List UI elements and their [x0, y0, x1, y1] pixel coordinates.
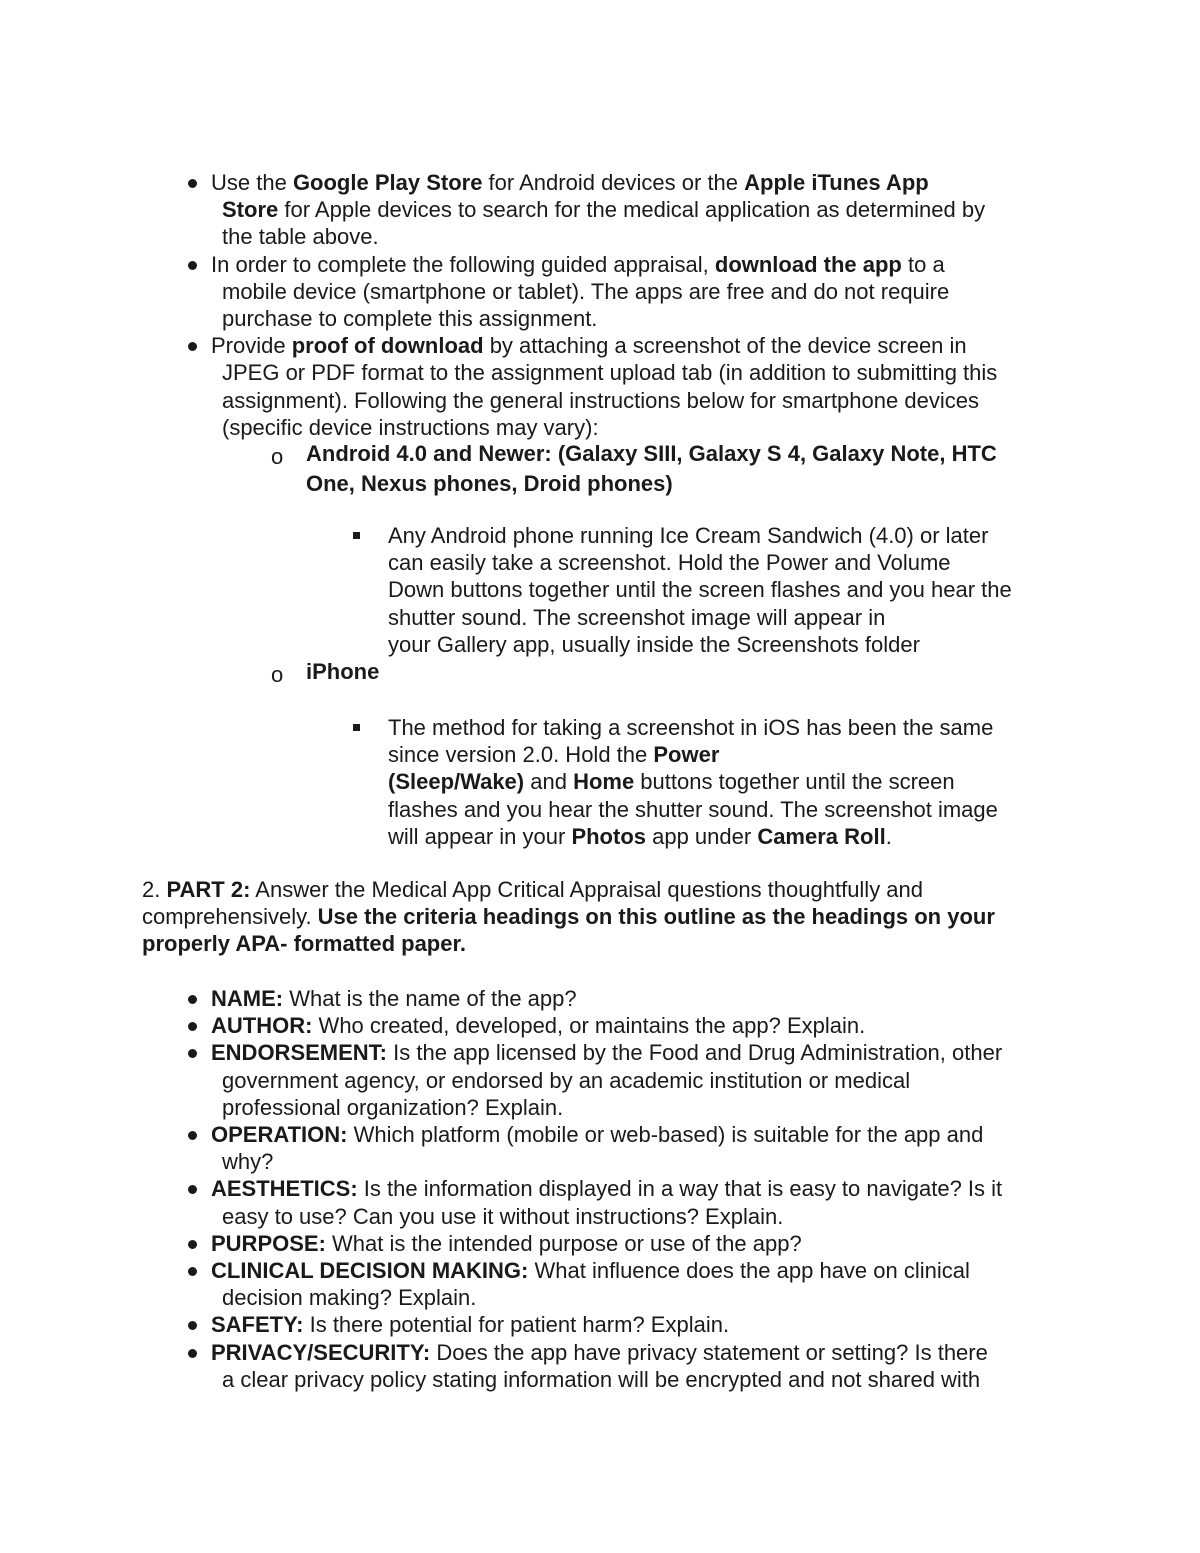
sub-sub-item-line: your Gallery app, usually inside the Screenshots folder	[388, 631, 920, 657]
criteria-item-line: OPERATION: Which platform (mobile or web-based) is suitable for the app and	[211, 1122, 984, 1147]
sub-sub-item-line: can easily take a screenshot. Hold the Power and Volume	[388, 550, 951, 576]
bullet-marker	[188, 1240, 197, 1249]
criteria-item-line: AUTHOR: Who created, developed, or maintains the app? Explain.	[211, 1013, 866, 1039]
list-item-line: purchase to complete this assignment.	[222, 306, 598, 331]
sub-sub-item-line: flashes and you hear the shutter sound. The screenshot image	[388, 796, 998, 822]
list-item-line: Store for Apple devices to search for the medical application as determined by	[222, 197, 986, 223]
square-bullet-marker	[353, 724, 360, 731]
bullet-marker	[188, 1267, 197, 1276]
sub-sub-item-line: Down buttons together until the screen flashes and you hear the	[388, 577, 1012, 603]
list-item-line: (specific device instructions may vary):	[222, 414, 599, 440]
list-item-line: JPEG or PDF format to the assignment upload tab (in addition to submitting this	[222, 360, 998, 386]
bullet-marker	[188, 342, 197, 351]
sub-list-heading: Android 4.0 and Newer: (Galaxy SIII, Galaxy S 4, Galaxy Note, HTC	[306, 441, 997, 466]
sub-sub-item-line: since version 2.0. Hold the Power	[388, 742, 720, 768]
bullet-marker	[188, 1022, 197, 1031]
sub-list-heading: One, Nexus phones, Droid phones)	[306, 471, 673, 496]
criteria-item-line: decision making? Explain.	[222, 1285, 477, 1311]
square-bullet-marker	[353, 532, 360, 539]
bullet-marker	[188, 1049, 197, 1058]
bullet-marker	[188, 1185, 197, 1194]
criteria-item-line: PRIVACY/SECURITY: Does the app have privacy statement or setting? Is there	[211, 1339, 988, 1365]
list-item-line: Use the Google Play Store for Android devices or the Apple iTunes App	[211, 170, 929, 195]
list-item-line: In order to complete the following guided appraisal, download the app to a	[211, 251, 945, 277]
part2-paragraph-line: 2. PART 2: Answer the Medical App Critical Appraisal questions thoughtfully and	[142, 877, 924, 902]
criteria-item-line: a clear privacy policy stating information will be encrypted and not shared with	[222, 1366, 981, 1392]
sub-list-marker: o	[271, 662, 284, 687]
bullet-marker	[188, 179, 197, 188]
criteria-item-line: government agency, or endorsed by an academic institution or medical	[222, 1067, 911, 1093]
criteria-item-line: AESTHETICS: Is the information displayed in a way that is easy to navigate? Is it	[211, 1176, 1003, 1202]
criteria-item-line: why?	[222, 1149, 274, 1175]
list-item-line: mobile device (smartphone or tablet). The apps are free and do not require	[222, 278, 950, 304]
list-item-line: assignment). Following the general instructions below for smartphone devices	[222, 387, 979, 413]
bullet-marker	[188, 1131, 197, 1140]
sub-list-heading: iPhone	[306, 659, 380, 684]
criteria-item-line: PURPOSE: What is the intended purpose or use of the app?	[211, 1230, 802, 1256]
sub-list-marker: o	[271, 444, 284, 469]
sub-sub-item-line: will appear in your Photos app under Camera Roll.	[388, 823, 892, 849]
part2-paragraph-line: properly APA- formatted paper.	[142, 931, 466, 957]
bullet-marker	[188, 1349, 197, 1358]
criteria-item-line: CLINICAL DECISION MAKING: What influence does the app have on clinical	[211, 1258, 970, 1283]
list-item-line: the table above.	[222, 224, 379, 250]
part2-paragraph-line: comprehensively. Use the criteria headings on this outline as the headings on your	[142, 904, 995, 930]
criteria-item-line: professional organization? Explain.	[222, 1094, 564, 1120]
bullet-marker	[188, 261, 197, 270]
sub-sub-item-line: (Sleep/Wake) and Home buttons together until the screen	[388, 769, 955, 795]
sub-sub-item-line: The method for taking a screenshot in iOS has been the same	[388, 715, 994, 740]
criteria-item-line: SAFETY: Is there potential for patient harm? Explain.	[211, 1312, 730, 1338]
list-item-line: Provide proof of download by attaching a screenshot of the device screen in	[211, 333, 967, 359]
criteria-item-line: easy to use? Can you use it without instructions? Explain.	[222, 1203, 784, 1229]
sub-sub-item-line: Any Android phone running Ice Cream Sandwich (4.0) or later	[388, 523, 989, 548]
criteria-item-line: NAME: What is the name of the app?	[211, 986, 577, 1011]
bullet-marker	[188, 1321, 197, 1330]
sub-sub-item-line: shutter sound. The screenshot image will appear in	[388, 604, 886, 630]
criteria-item-line: ENDORSEMENT: Is the app licensed by the Food and Drug Administration, other	[211, 1040, 1003, 1066]
bullet-marker	[188, 995, 197, 1004]
